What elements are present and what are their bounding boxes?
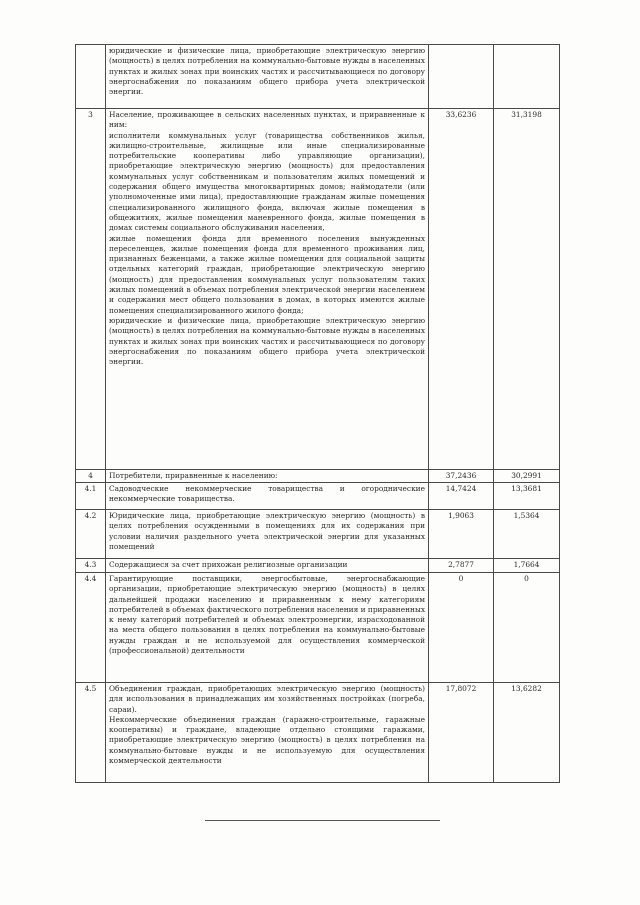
row-paragraph: юридические и физические лица, приобретающие электрическую энергию (мощность) в целях потребления на коммунально-бытовые нужды в населенных пунктах и жилых зонах при воинских частях и рассчитывающиеся по договору энергоснабжения по показаниям общего прибора учета электрической энергии. bbox=[109, 315, 425, 367]
row-paragraph: Садоводческие некоммерческие товарищества и огороднические некоммерческие товарищества. bbox=[109, 484, 425, 504]
table-row bbox=[76, 559, 560, 573]
row-description bbox=[106, 109, 429, 470]
table-row bbox=[76, 483, 560, 510]
value-col-1: 0 bbox=[429, 573, 494, 683]
row-number: 4 bbox=[76, 470, 106, 483]
row-number: 4.3 bbox=[76, 559, 106, 573]
row-paragraph: Объединения граждан, приобретающих электрическую энергию (мощность) для использования в принадлежащих им хозяйственных постройках (погреба, сараи). bbox=[109, 684, 425, 714]
row-description bbox=[106, 470, 429, 483]
value-col-1: 17,8072 bbox=[429, 683, 494, 783]
row-paragraph: Юридические лица, приобретающие электрическую энергию (мощность) в целях потребления осужденными в помещениях для их содержания при условии наличия раздельного учета электрической энергии для указанных помещений bbox=[109, 511, 425, 551]
row-number: 4.1 bbox=[76, 483, 106, 510]
table-row bbox=[76, 470, 560, 483]
table-row bbox=[76, 45, 560, 109]
value-col-2: 30,2991 bbox=[494, 470, 560, 483]
value-col-2 bbox=[494, 45, 560, 109]
value-col-1: 33,6236 bbox=[429, 109, 494, 470]
row-number: 4.2 bbox=[76, 510, 106, 559]
value-col-1: 14,7424 bbox=[429, 483, 494, 510]
row-number: 3 bbox=[76, 109, 106, 470]
value-col-2: 0 bbox=[494, 573, 560, 683]
table-row bbox=[76, 510, 560, 559]
row-paragraph: Некоммерческие объединения граждан (гаражно-строительные, гаражные кооперативы) и граждане, владеющие отдельно стоящими гаражами, приобретающие электрическую энергию (мощность) в целях потребления на коммунально-бытовые нужды и не используемую для осуществления коммерческой деятельности bbox=[109, 714, 425, 766]
row-description bbox=[106, 45, 429, 109]
row-description bbox=[106, 559, 429, 573]
row-paragraph: Потребители, приравненные к населению: bbox=[109, 471, 278, 480]
row-number: 4.4 bbox=[76, 573, 106, 683]
value-col-1: 2,7877 bbox=[429, 559, 494, 573]
value-col-2: 31,3198 bbox=[494, 109, 560, 470]
signature-divider-line bbox=[205, 820, 440, 821]
table-row bbox=[76, 573, 560, 683]
value-col-2: 13,6282 bbox=[494, 683, 560, 783]
row-description bbox=[106, 510, 429, 559]
table-row bbox=[76, 683, 560, 783]
value-col-2: 1,7664 bbox=[494, 559, 560, 573]
row-paragraph: юридические и физические лица, приобретающие электрическую энергию (мощность) в целях потребления на коммунально-бытовые нужды в населенных пунктах и жилых зонах при воинских частях и рассчитывающиеся по договору энергоснабжения по показаниям общего прибора учета электрической энергии. bbox=[109, 46, 425, 97]
row-paragraph: Содержащиеся за счет прихожан религиозные организации bbox=[109, 560, 348, 569]
value-col-2: 13,3681 bbox=[494, 483, 560, 510]
value-col-2: 1,5364 bbox=[494, 510, 560, 559]
row-paragraph: Население, проживающее в сельских населенных пунктах, и приравненные к ним: bbox=[109, 110, 425, 130]
row-description bbox=[106, 483, 429, 510]
row-number bbox=[76, 45, 106, 109]
table-row bbox=[76, 109, 560, 470]
row-paragraph: исполнители коммунальных услуг (товарищества собственников жилья, жилищно-строительные, жилищные или иные специализированные потребительские кооперативы либо управляющие организации), приобретающие электрическую энергию (мощность) для предоставления коммунальных услуг собственникам и пользователям жилых помещений и содержания общего имущества многоквартирных домов; наймодатели (или уполномоченные ими лица), предоставляющие гражданам жилые помещения специализированного жилищного фонда, включая жилые помещения в общежитиях, жилые помещения маневренного фонда, жилые помещения в домах системы социального обслуживания населения, bbox=[109, 130, 425, 233]
row-paragraph: жилые помещения фонда для временного поселения вынужденных переселенцев, жилые помещения фонда для временного проживания лиц, признанных беженцами, а также жилые помещения для социальной защиты отдельных категорий граждан, приобретающие электрическую энергию (мощность) для предоставления коммунальных услуг пользователям таких жилых помещений в объемах потребления электрической энергии населением и содержания мест общего пользования в домах, в которых имеются жилые помещения специализированного жилого фонда; bbox=[109, 233, 425, 315]
row-description bbox=[106, 683, 429, 783]
row-description bbox=[106, 573, 429, 683]
row-number: 4.5 bbox=[76, 683, 106, 783]
tariff-table bbox=[75, 44, 560, 783]
value-col-1: 37,2436 bbox=[429, 470, 494, 483]
value-col-1: 1,9063 bbox=[429, 510, 494, 559]
row-paragraph: Гарантирующие поставщики, энергосбытовые, энергоснабжающие организации, приобретающие электрическую энергию (мощность) в целях дальнейшей продажи населению и приравненным к нему категориям потребителей в объемах фактического потребления населения и приравненных к нему категорий потребителей и объемах электроэнергии, израсходованной на места общего пользования в целях потребления на коммунально-бытовые нужды граждан и не используемой для осуществления коммерческой (профессиональной) деятельности bbox=[109, 574, 425, 656]
value-col-1 bbox=[429, 45, 494, 109]
